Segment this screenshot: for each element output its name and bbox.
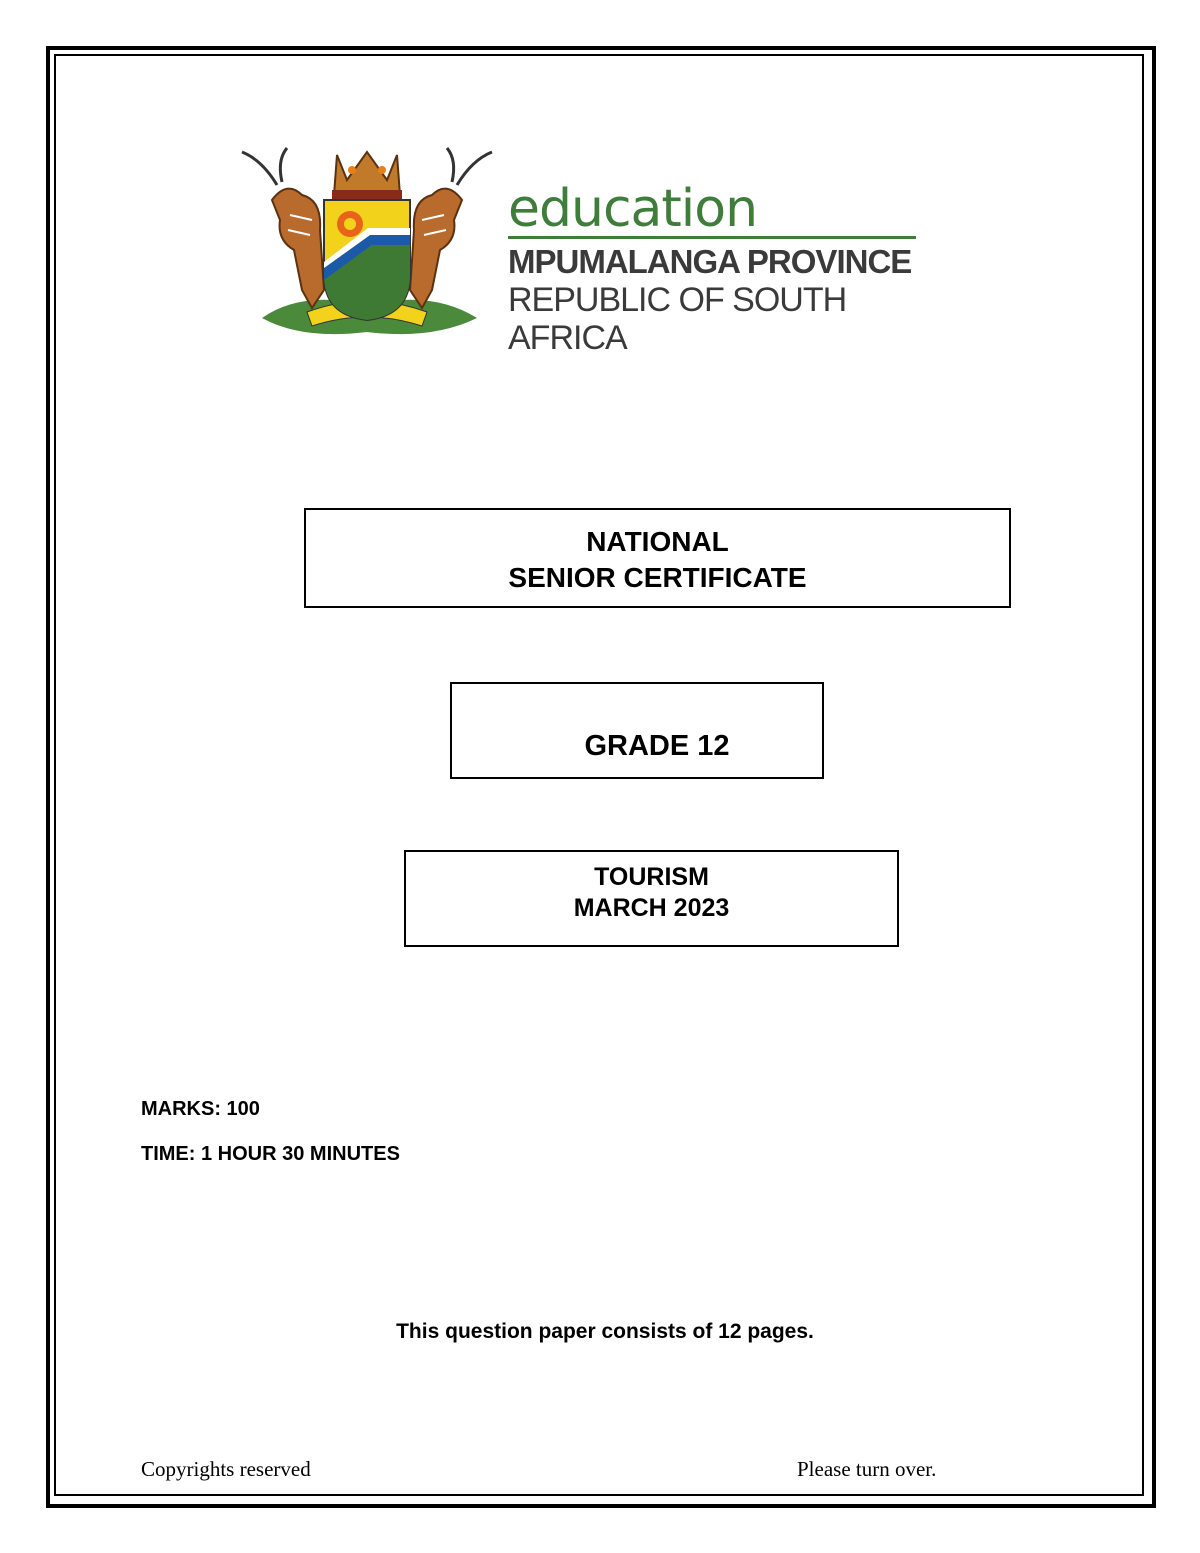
subject-box xyxy=(404,850,899,947)
exam-session: MARCH 2023 xyxy=(573,894,730,922)
logo-education-word: education xyxy=(508,179,758,239)
department-logo-text xyxy=(508,180,928,357)
certificate-title-box xyxy=(304,508,1011,608)
grade-box xyxy=(450,682,824,779)
page-count-note: This question paper consists of 12 pages. xyxy=(396,1320,814,1343)
certificate-line-2: SENIOR CERTIFICATE xyxy=(508,562,807,593)
footer-copyright: Copyrights reserved xyxy=(141,1457,311,1481)
certificate-line-1: NATIONAL xyxy=(586,526,729,557)
footer-turn-over: Please turn over. xyxy=(797,1457,937,1481)
logo-province: MPUMALANGA PROVINCE xyxy=(508,243,912,280)
logo-republic: REPUBLIC OF SOUTH AFRICA xyxy=(508,281,847,357)
coat-of-arms-logo xyxy=(232,140,502,350)
time-text: TIME: 1 HOUR 30 MINUTES xyxy=(141,1143,400,1165)
subject-name: TOURISM xyxy=(594,863,709,891)
marks-text: MARKS: 100 xyxy=(141,1098,260,1120)
grade-label: GRADE 12 xyxy=(584,730,730,762)
